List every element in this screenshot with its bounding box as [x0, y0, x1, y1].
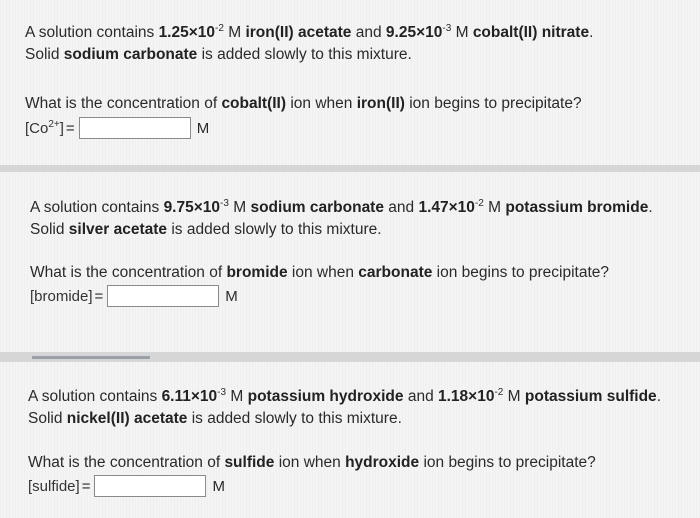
problem-2-added-text: Solid silver acetate is added slowly to this mixture. [30, 221, 382, 238]
problem-3-unit-label: M [212, 477, 225, 495]
problem-1-solution-text: A solution contains $1.25\times 10^{-2}$ M iron(II) acetate and $9.25\times 10^{-3}$ M cobalt(II) nitrate. [25, 23, 594, 41]
problem-3-added-text: Solid nickel(II) acetate is added slowly to this mixture. [28, 410, 402, 427]
problem-3-question: What is the concentration of sulfide ion when hydroxide ion begins to precipitate? [28, 454, 596, 471]
problem-1-answer-input[interactable] [79, 117, 191, 139]
problem-3-solution-text: A solution contains $6.11\times 10^{-3}$ M potassium hydroxide and $1.18\times 10^{-2}$ M potassium sulfide. [28, 387, 661, 405]
problem-3-answer-row [28, 475, 225, 497]
problem-1-question: What is the concentration of cobalt(II) ion when iron(II) ion begins to precipitate? [25, 95, 582, 112]
problem-1-added-text: Solid sodium carbonate is added slowly to this mixture. [25, 46, 412, 63]
problem-2-answer-row [30, 285, 238, 307]
problem-2-question: What is the concentration of bromide ion when carbonate ion begins to precipitate? [30, 264, 610, 281]
problem-1-answer-label: $[Co^{2+}]$ [25, 118, 64, 137]
problem-2-answer-label: [bromide] [30, 287, 93, 305]
equals-sign: = [94, 287, 104, 305]
problem-3-panel [0, 362, 700, 518]
problem-2-unit-label: M [225, 287, 238, 305]
problem-3-answer-input[interactable] [94, 475, 206, 497]
problem-1-unit-label: M [196, 119, 210, 137]
equals-sign: = [81, 477, 91, 495]
equals-sign: = [65, 119, 75, 137]
section-divider [0, 165, 700, 172]
problem-2-answer-input[interactable] [107, 285, 219, 307]
problem-2-panel [0, 172, 700, 352]
problem-2-solution-text: A solution contains $9.75\times 10^{-3}$ M sodium carbonate and $1.47\times 10^{-2}$ M potassium bromide. [30, 198, 653, 216]
problem-3-answer-label: [sulfide] [28, 477, 80, 495]
problem-1-answer-row [25, 117, 209, 139]
accent-line [32, 356, 150, 359]
problem-1-panel [0, 0, 700, 165]
